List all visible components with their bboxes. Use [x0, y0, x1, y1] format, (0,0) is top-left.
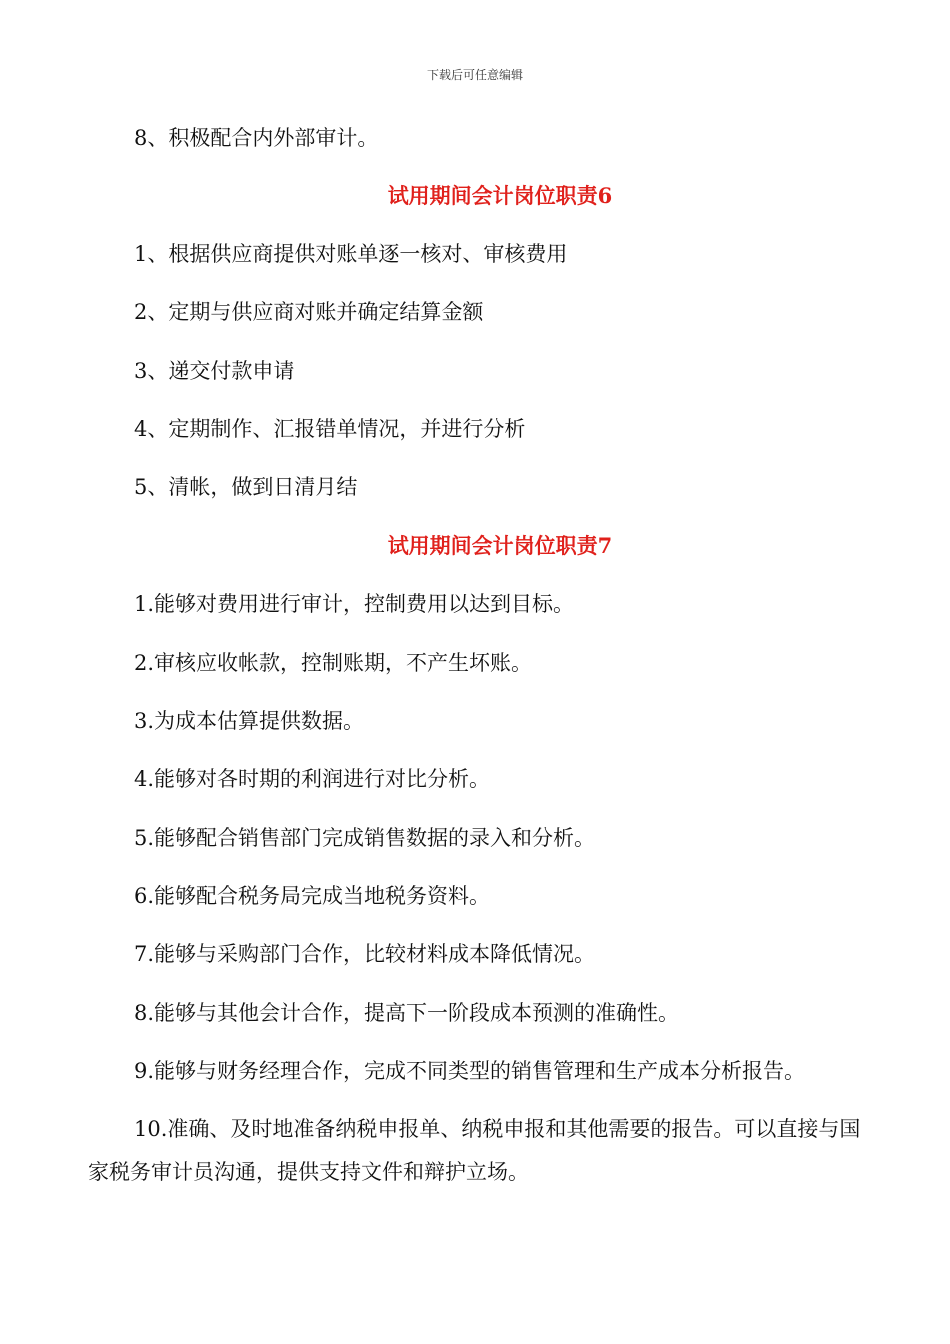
- list-item: 4、定期制作、汇报错单情况，并进行分析: [134, 417, 526, 441]
- list-item: 7.能够与采购部门合作，比较材料成本降低情况。: [134, 942, 596, 966]
- list-item: 1、根据供应商提供对账单逐一核对、审核费用: [134, 242, 568, 266]
- list-item: 4.能够对各时期的利润进行对比分析。: [134, 767, 491, 791]
- section-heading: 试用期间会计岗位职责6: [387, 183, 613, 208]
- page-header-note: 下载后可任意编辑: [426, 68, 523, 82]
- list-item: 8.能够与其他会计合作，提高下一阶段成本预测的准确性。: [134, 1001, 680, 1025]
- list-item: 5.能够配合销售部门完成销售数据的录入和分析。: [134, 826, 596, 850]
- list-item: 2、定期与供应商对账并确定结算金额: [134, 300, 484, 324]
- body-paragraph: 10.准确、及时地准备纳税申报单、纳税申报和其他需要的报告。可以直接与国家税务审计员沟通，提供支持文件和辩护立场。: [88, 1117, 861, 1184]
- list-item: 3、递交付款申请: [134, 359, 295, 383]
- section-heading: 试用期间会计岗位职责7: [387, 533, 613, 558]
- list-item: 9.能够与财务经理合作，完成不同类型的销售管理和生产成本分析报告。: [134, 1059, 806, 1083]
- list-item: 5、清帐，做到日清月结: [134, 475, 358, 499]
- list-item: 2.审核应收帐款，控制账期，不产生坏账。: [134, 651, 533, 675]
- list-item: 3.为成本估算提供数据。: [134, 709, 365, 733]
- list-item: 1.能够对费用进行审计，控制费用以达到目标。: [134, 592, 575, 616]
- list-item: 6.能够配合税务局完成当地税务资料。: [134, 884, 491, 908]
- list-item: 8、积极配合内外部审计。: [134, 126, 379, 150]
